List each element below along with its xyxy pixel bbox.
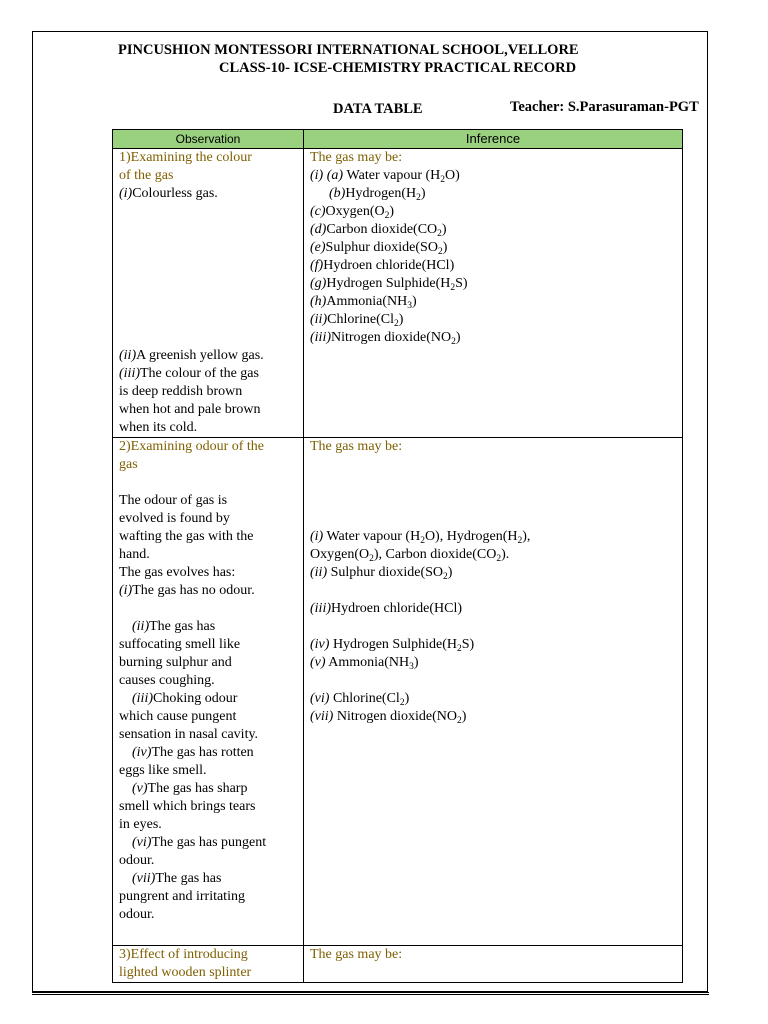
inference-item: $(h)Ammonia(NH_3)$	[310, 294, 417, 311]
bottom-rule	[32, 992, 709, 995]
inference-item: $(ii)Chlorine(Cl_2)$	[310, 312, 404, 329]
section-title: gas	[119, 457, 138, 472]
inference-item: (f)Hydroen chloride(HCl)	[310, 258, 455, 273]
observation-line: odour.	[119, 907, 155, 922]
section-title: 1)Examining the colour	[119, 150, 252, 165]
table-row	[113, 946, 683, 983]
inference-intro: The gas may be:	[310, 947, 403, 962]
inference-line: $Oxygen(O_2)$, Carbon $dioxide(CO_2)$.	[310, 547, 510, 564]
observation-line: is deep reddish brown	[119, 384, 243, 399]
table-row	[113, 149, 683, 438]
inference-item: (v) $Ammonia(NH_3)$	[310, 655, 419, 672]
observation-cell	[113, 438, 304, 946]
inference-intro: The gas may be:	[310, 439, 403, 454]
inference-item: (i) (a) Water vapour $(H_2O)$	[310, 168, 460, 185]
observation-line: sensation in nasal cavity.	[119, 727, 259, 742]
observation-item: (iii)The colour of the gas	[119, 366, 259, 381]
observation-line: when its cold.	[119, 420, 198, 435]
inference-item: (iv) Hydrogen $Sulphide(H_2S)$	[310, 637, 475, 654]
school-name: PINCUSHION MONTESSORI INTERNATIONAL SCHOOL,VELLORE	[118, 42, 579, 58]
observation-item: (ii)The gas has	[132, 619, 216, 634]
inference-item: (ii) Sulphur $dioxide(SO_2)$	[310, 565, 453, 582]
inference-item: (vi) $Chlorine(Cl_2)$	[310, 691, 410, 708]
inference-cell	[304, 149, 683, 438]
observation-item: (i)The gas has no odour.	[119, 583, 255, 598]
section-title: 3)Effect of introducing	[119, 947, 248, 962]
observation-line: in eyes.	[119, 817, 162, 832]
inference-item: (d)Carbon $dioxide(CO_2)$	[310, 222, 447, 239]
observation-line: burning sulphur and	[119, 655, 232, 670]
observation-line: smell which brings tears	[119, 799, 256, 814]
observation-line: causes coughing.	[119, 673, 215, 688]
observation-item: (ii)A greenish yellow gas.	[119, 348, 264, 363]
observation-item: (v)The gas has sharp	[132, 781, 248, 796]
table-row	[113, 438, 683, 946]
inference-intro: The gas may be:	[310, 150, 403, 165]
inference-item: (iii)Hydroen chloride(HCl)	[310, 601, 463, 616]
observation-line: The odour of gas is	[119, 493, 228, 508]
inference-cell	[304, 946, 683, 983]
observation-item: (iii)Choking odour	[132, 691, 238, 706]
observation-line: eggs like smell.	[119, 763, 207, 778]
observation-item: (vii)The gas has	[132, 871, 222, 886]
inference-item: (i) Water vapour $(H_2O)$, $Hydrogen(H_2)$,	[310, 529, 531, 546]
teacher-name: Teacher: S.Parasuraman-PGT	[510, 99, 699, 115]
section-title: of the gas	[119, 168, 174, 183]
observation-item: (vi)The gas has pungent	[132, 835, 267, 850]
observation-item: (i)Colourless gas.	[119, 186, 218, 201]
observation-line: which cause pungent	[119, 709, 237, 724]
observation-line: odour.	[119, 853, 155, 868]
class-line: CLASS-10- ICSE-CHEMISTRY PRACTICAL RECORD	[219, 60, 577, 76]
table-header-row	[113, 130, 683, 149]
observation-cell	[113, 946, 304, 983]
observation-line: wafting the gas with the	[119, 529, 254, 544]
observation-item: (iv)The gas has rotten	[132, 745, 254, 760]
inference-item: $(b)Hydrogen(H_2)$	[329, 186, 426, 203]
observation-line: when hot and pale brown	[119, 402, 261, 417]
observation-cell	[113, 149, 304, 438]
inference-item: (vii) Nitrogen $dioxide(NO_2)$	[310, 709, 467, 726]
data-table	[112, 129, 683, 983]
inference-item: (iii)Nitrogen $dioxide(NO_2)$	[310, 330, 461, 347]
inference-item: (e)Sulphur $dioxide(SO_2)$	[310, 240, 448, 257]
inference-item: $(c)Oxygen(O_2)$	[310, 204, 395, 221]
observation-line: evolved is found by	[119, 511, 230, 526]
section-title: 2)Examining odour of the	[119, 439, 265, 454]
inference-cell	[304, 438, 683, 946]
observation-line: The gas evolves has:	[119, 565, 236, 580]
inference-item: (g)Hydrogen $Sulphide(H_2S)$	[310, 276, 468, 293]
observation-line: hand.	[119, 547, 150, 562]
document-title: DATA TABLE	[333, 101, 423, 117]
observation-line: suffocating smell like	[119, 637, 241, 652]
observation-line: pungrent and irritating	[119, 889, 245, 904]
header-observation: Observation	[113, 130, 304, 149]
section-title: lighted wooden splinter	[119, 965, 252, 980]
header-inference: Inference	[304, 130, 683, 149]
